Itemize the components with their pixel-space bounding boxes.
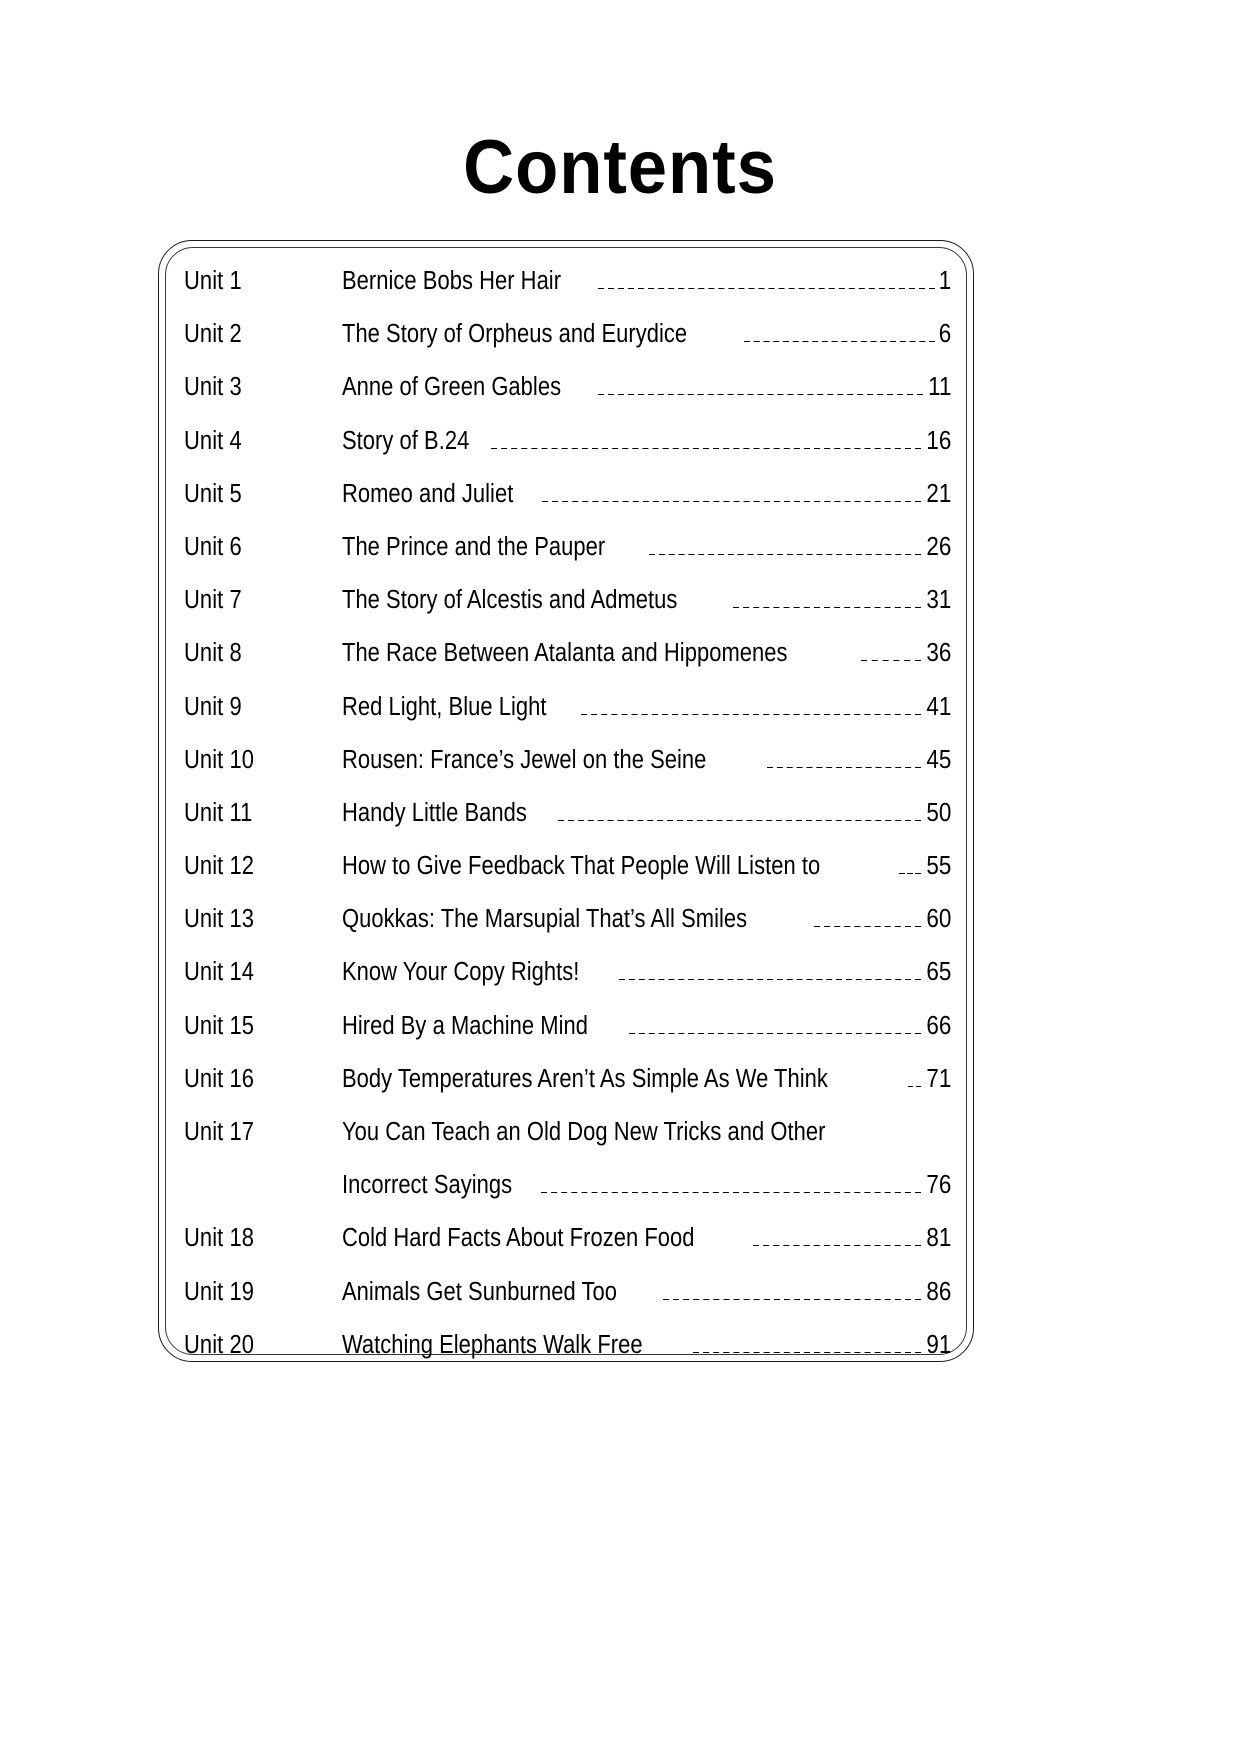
toc-unit-label: Unit 12 <box>184 852 255 881</box>
toc-unit-label: Unit 6 <box>184 532 242 561</box>
toc-entry-row[interactable] <box>184 1266 951 1319</box>
toc-dash-leader <box>619 979 921 980</box>
toc-page-number: 60 <box>926 905 951 934</box>
toc-entry <box>342 1319 951 1372</box>
toc-entry <box>342 1159 951 1212</box>
toc-page-number: 41 <box>926 692 951 721</box>
toc-page-number: 81 <box>926 1224 951 1253</box>
toc-entry-row[interactable] <box>184 893 951 946</box>
toc-entry-row[interactable] <box>184 1212 951 1265</box>
toc-entry-row[interactable] <box>184 1053 951 1106</box>
toc-dash-leader <box>598 394 923 395</box>
toc-entry-row[interactable] <box>184 415 951 468</box>
toc-entry <box>342 840 951 893</box>
toc-entry-title: The Race Between Atalanta and Hippomenes <box>342 639 788 668</box>
toc-unit-label: Unit 14 <box>184 958 255 987</box>
toc-entry-title: Quokkas: The Marsupial That’s All Smiles <box>342 905 748 934</box>
toc-page-number: 1 <box>938 267 951 295</box>
toc-page-number: 6 <box>938 320 951 349</box>
toc-page-number: 55 <box>926 852 951 881</box>
toc-entry <box>342 1266 951 1319</box>
toc-entry-title: Anne of Green Gables <box>342 373 562 402</box>
toc-page-number: 86 <box>926 1277 951 1306</box>
toc-dash-leader <box>598 288 935 289</box>
toc-entry <box>342 681 951 734</box>
toc-entry-title: The Prince and the Pauper <box>342 532 606 561</box>
toc-unit-label: Unit 17 <box>184 1118 255 1146</box>
toc-page-number: 16 <box>926 426 951 455</box>
toc-dash-leader <box>861 660 921 661</box>
toc-dash-leader <box>814 926 921 927</box>
toc-entry-title: Incorrect Sayings <box>342 1171 513 1200</box>
toc-entry-title: Rousen: France’s Jewel on the Seine <box>342 745 707 774</box>
toc-unit-label: Unit 4 <box>184 426 242 455</box>
toc-dash-leader <box>491 448 921 449</box>
toc-dash-leader <box>693 1352 921 1353</box>
toc-entry <box>342 415 951 468</box>
toc-page-number: 91 <box>926 1330 951 1359</box>
toc-page-number: 66 <box>926 1011 951 1040</box>
toc-entry-row[interactable] <box>184 308 951 361</box>
toc-unit-label: Unit 7 <box>184 586 242 615</box>
toc-page-number: 50 <box>926 798 951 827</box>
toc-entry <box>342 734 951 787</box>
toc-entry <box>342 521 951 574</box>
toc-entry-title: Animals Get Sunburned Too <box>342 1277 617 1306</box>
toc-unit-label: Unit 15 <box>184 1011 255 1040</box>
toc-unit-label: Unit 18 <box>184 1224 255 1253</box>
toc-entry-row[interactable] <box>184 1319 951 1372</box>
toc-entry <box>342 627 951 680</box>
toc-entry-row[interactable] <box>184 1159 951 1212</box>
toc-page-number: 26 <box>926 532 951 561</box>
toc-entry <box>342 1212 951 1265</box>
toc-entry-title: Know Your Copy Rights! <box>342 958 580 987</box>
toc-entry-row[interactable] <box>184 1106 951 1159</box>
toc-entry <box>342 1106 951 1159</box>
toc-page-number: 36 <box>926 639 951 668</box>
toc-entry-row[interactable] <box>184 468 951 521</box>
toc-entry-title: Watching Elephants Walk Free <box>342 1330 643 1359</box>
toc-unit-label: Unit 5 <box>184 479 242 508</box>
toc-entry-title: Romeo and Juliet <box>342 479 514 508</box>
toc-dash-leader <box>649 554 921 555</box>
toc-dash-leader <box>767 767 921 768</box>
toc-entry <box>342 361 951 414</box>
toc-page-number: 45 <box>926 745 951 774</box>
toc-entry <box>342 574 951 627</box>
toc-entry-row[interactable] <box>184 787 951 840</box>
toc-page-number: 11 <box>927 373 951 402</box>
toc-entry-title: How to Give Feedback That People Will Listen to <box>342 852 821 881</box>
toc-entry <box>342 255 951 308</box>
toc-dash-leader <box>558 820 921 821</box>
toc-page-number: 31 <box>926 586 951 615</box>
toc-entry-row[interactable] <box>184 840 951 893</box>
toc-unit-label: Unit 1 <box>184 267 242 295</box>
toc-dash-leader <box>753 1245 921 1246</box>
toc-dash-leader <box>541 1192 921 1193</box>
toc-entry <box>342 468 951 521</box>
toc-entry-title: You Can Teach an Old Dog New Tricks and Other <box>342 1118 826 1146</box>
toc-page-number: 71 <box>926 1064 951 1093</box>
toc-unit-label: Unit 19 <box>184 1277 255 1306</box>
toc-dash-leader <box>581 714 921 715</box>
table-of-contents-list <box>165 247 967 1359</box>
toc-unit-label: Unit 16 <box>184 1064 255 1093</box>
toc-entry-row[interactable] <box>184 521 951 574</box>
toc-dash-leader <box>899 873 921 874</box>
toc-entry-title: Handy Little Bands <box>342 798 527 827</box>
toc-entry <box>342 1000 951 1053</box>
toc-dash-leader <box>733 607 921 608</box>
toc-unit-label: Unit 11 <box>184 798 253 827</box>
toc-dash-leader <box>629 1033 921 1034</box>
toc-dash-leader <box>542 501 920 502</box>
toc-unit-label: Unit 3 <box>184 373 242 402</box>
toc-entry-title: Bernice Bobs Her Hair <box>342 267 562 295</box>
toc-unit-label: Unit 2 <box>184 320 242 349</box>
toc-unit-label: Unit 10 <box>184 745 255 774</box>
toc-entry-row[interactable] <box>184 1000 951 1053</box>
toc-unit-label: Unit 8 <box>184 639 242 668</box>
toc-unit-label: Unit 9 <box>184 692 242 721</box>
toc-entry-title: Body Temperatures Aren’t As Simple As We Think <box>342 1064 828 1093</box>
toc-entry-row[interactable] <box>184 574 951 627</box>
toc-entry-title: The Story of Orpheus and Eurydice <box>342 320 688 349</box>
toc-entry <box>342 893 951 946</box>
toc-entry <box>342 1053 951 1106</box>
toc-entry-row[interactable] <box>184 361 951 414</box>
toc-entry-row[interactable] <box>184 681 951 734</box>
toc-entry-title: The Story of Alcestis and Admetus <box>342 586 678 615</box>
toc-page-number: 76 <box>926 1171 951 1200</box>
toc-unit-label: Unit 13 <box>184 905 255 934</box>
toc-page-number: 21 <box>926 479 951 508</box>
toc-entry-title: Hired By a Machine Mind <box>342 1011 588 1040</box>
toc-dash-leader <box>744 341 934 342</box>
toc-unit-label: Unit 20 <box>184 1330 255 1359</box>
toc-dash-leader <box>908 1086 921 1087</box>
toc-entry-row[interactable] <box>184 255 951 308</box>
page-title: Contents <box>463 125 777 210</box>
toc-entry <box>342 308 951 361</box>
toc-dash-leader <box>663 1299 921 1300</box>
toc-entry-title: Red Light, Blue Light <box>342 692 547 721</box>
toc-entry-row[interactable] <box>184 627 951 680</box>
toc-entry-title: Cold Hard Facts About Frozen Food <box>342 1224 695 1253</box>
toc-entry-title: Story of B.24 <box>342 426 470 455</box>
toc-entry-row[interactable] <box>184 734 951 787</box>
toc-entry <box>342 946 951 999</box>
toc-entry-row[interactable] <box>184 946 951 999</box>
toc-entry <box>342 787 951 840</box>
toc-page-number: 65 <box>926 958 951 987</box>
